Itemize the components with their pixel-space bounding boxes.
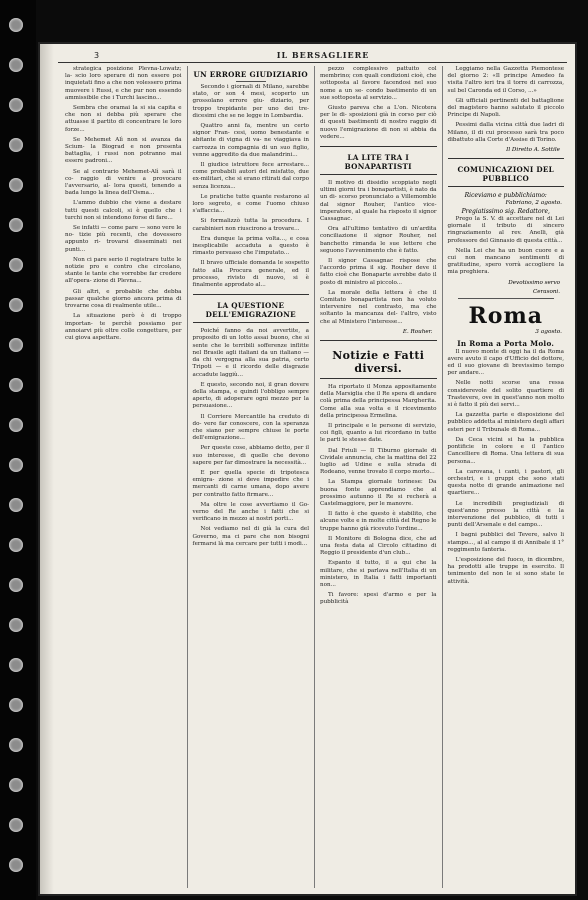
article-paragraph: Il fatto è che questo è stabilito, che alcune volte e in molte città del Regno le truppe hanno già ricevuto l'ordine...: [320, 511, 437, 532]
article-paragraph: Leggiamo nella Gazzetta Piemontese del giorno 2: «Il principe Amedeo fa visita l'altro ieri tra il torre di carrozza, sul bel Caronda ed il Corso, ...»: [447, 66, 564, 94]
article-paragraph: Gli altri, e probabile che debba passar qualche giorno ancora prima di trovarne cosa di realmente utile...: [65, 288, 182, 310]
binding-hole: [9, 298, 23, 312]
article-paragraph: Se al contrario Mehemet-Alì sarà il co- raggio di venire a provocare l'avversario, al- lora questi, tenendo a bada lungo la linea dell'Osma...: [65, 168, 182, 197]
article-heading: LA LITE TRA I BONAPARTISTI: [344, 153, 412, 172]
article-paragraph: Il motivo di dissidio scoppiato negli ultimi giorni tra i bonapartisti, è nato da un di- scorso pronunciato a Villemomble dal signor Rouher, l'antico vice-imperatore, al quale ha risposto il signor Cassagnac.: [320, 180, 437, 223]
article-paragraph: La Stampa giornale torinese: Da buona fonte apprendiamo che al prossimo autunno il Re si recherà a Castelmaggiore, per le manovre.: [320, 479, 437, 507]
binding-hole: [9, 778, 23, 792]
binding-hole: [9, 858, 23, 872]
binding-hole: [9, 18, 23, 32]
article-paragraph: Il giudice istruttore fece arrestare... come probabili autori del misfatto, due ex-militari, che si erano ritirati dal corpo senza licenza...: [192, 162, 309, 190]
article-paragraph: Dal Friuli — Il Tiburno giornale di Cividale annuncia, che la mattina del 22 luglio ad Udine e sulla strada di Rodeano, venne trovato il corpo morto...: [320, 447, 437, 476]
article-paragraph: pezzo complessivo pattuito col membrino; con quali condizioni cioè, che sottoposta al favore facendosi nel suo nome a un se- condo bastimento di un sue sottoposta al servizio...: [320, 66, 437, 101]
article-paragraph: strategica posizione Plevna-Lowatz; la- scio loro sperare di non essere poi inquietati fino a che non volessero prima muovere i Russi, e che pur non essendo ammissibile che i Turchi lascino...: [65, 66, 182, 101]
columns: [60, 66, 569, 888]
newspaper-page: [40, 44, 575, 894]
article-heading: In Roma a Porta Molo.: [457, 338, 555, 348]
article-paragraph: La situazione però è di troppo importan- te perchè possiamo per annoiarvi più oltre colle congetture, per cui giova aspettare.: [65, 313, 182, 341]
binding-hole: [9, 578, 23, 592]
article-paragraph: Per queste cose, abbiamo detto, per il suo interesse, di quelle che devono sapere per far dimostrare la necessità...: [192, 445, 309, 466]
binding-hole: [9, 458, 23, 472]
comm-greeting: Pregiatissimo sig. Redattore,: [461, 208, 550, 216]
article-paragraph: Nella Lei che ha un buon cuore e a cui non mancano sentimenti di gratitudine, spero vorrà accogliere la mia preghiera.: [447, 247, 564, 276]
column-2: [188, 66, 316, 888]
article-paragraph: I bagni pubblici del Tevere, salvo li stampo..., al al campo il di Annibale il 1° reggimento fanteria.: [447, 532, 564, 553]
article-paragraph: Giusto pareva che a L'on. Nicotera per le di- sposizioni già in corso per ciò di questi bastimenti di nostro raggio di nuovo l'emigrazione di non si abbia da vedere...: [320, 105, 437, 140]
binding-hole: [9, 698, 23, 712]
article-paragraph: Il principale e le persone di servizio, coi figli, quanto a lui ricordano in tutte le parti le stesse date.: [320, 422, 437, 444]
binding-hole: [9, 618, 23, 632]
article-paragraph: Era dunque la prima volta..., e cosa inesplicabile accaduta a questo è rimasto persuaso che l'imputato...: [192, 235, 309, 257]
column-3: [315, 66, 443, 888]
article-paragraph: Quattro anni fa, mentre un certo signor Fran- cesi, uomo benestante e abitante di vigna di va- ne viaggiava in carrozza in compagnia di un suo figlio, venne aggredito da due malandrini...: [192, 123, 309, 158]
section-divider: [320, 340, 437, 379]
article-paragraph: Ma oltre le cose avvertiamo il Go- verno del Re anche i fatti che si verificano in mezzo ai nostri porti...: [192, 501, 309, 523]
article-paragraph: Noi vediamo nel di già la cura del Governo, ma ci pare che non bisogni fermarsi là ma cercare per tutti i modi...: [192, 526, 309, 547]
article-paragraph: Gli ufficiali pertinenti del battaglione del magistero hanno salutato il piccolo Principe di Napoli.: [447, 97, 564, 119]
article-paragraph: Le pratiche tutte quante restarono al loro segreto, e come l'uomo chiuso s'affaccia...: [192, 193, 309, 215]
article-paragraph: Espanto il tutto, il a qui che la militare, che si parlava nell'Italia di un ministero, in Italia i fatti importanti non...: [320, 560, 437, 588]
article-paragraph: Si formalizzò tutta la procedura. I carabinieri non riuscirono a trovare...: [192, 218, 309, 232]
binding-hole: [9, 178, 23, 192]
signature: Il Diretto A. Sottile: [506, 147, 560, 154]
article-paragraph: L'esposizione del fuoco, in dicembre, ha prodotti alle truppe in esercito. Il tenimento del non le si sono state le attività.: [447, 556, 564, 585]
binding-hole: [9, 498, 23, 512]
article-paragraph: Secondo i giornali di Milano, sarebbe stato, or son 4 mesi, scoperto un grossolano errore giu- diziario, per troppo trepidante per uno dei tre- dicesimi che se ne legge in Lombardia.: [192, 84, 309, 119]
article-paragraph: Le incredibili pregiudiziali di quest'anno presso la città e la intervenzione del pubblico, di tutti i punti dell'Arsenale e del campo...: [447, 500, 564, 529]
article-paragraph: Il Monitore di Bologna dice, che ad una festa data al Circolo cittadino di Reggio il presidente d'un club...: [320, 535, 437, 557]
article-paragraph: E questo, secondo noi, il gran dovere della stampa, e quindi l'obbligo sempre aperto, di adoperare ogni mezzo per la persuasione...: [192, 381, 309, 410]
binding-hole: [9, 58, 23, 72]
article-paragraph: Ti favore: spesi d'armo e per la pubblicità: [320, 592, 437, 606]
section-heading: Notizie e Fatti diversi.: [332, 348, 425, 375]
article-paragraph: Ora all'ultimo tentativo di un'ardita conciliazione il signor Rouher, nel banchetto rimanda le sue lettere che seguono l'avvenimento che è fatto.: [320, 226, 437, 254]
article-paragraph: Il bravo ufficiale domanda le sospetto fatto alla Procura generale, ed il processo, rivisto di nuovo, si è finalmente approdato al...: [192, 260, 309, 289]
article-paragraph: Il Corriere Mercantile ha creduto di do- vere far conoscere, con la speranza che siano per sempre chiuse le porte dell'emigrazione...: [192, 413, 309, 442]
article-paragraph: Ha riportato il Monza appositamente della Marsiglia che il Re spera di andare colà prima della principessa Margherita. Come alla sua volta e il ricevimento della principessa Ermelina.: [320, 383, 437, 419]
page-header: [58, 48, 567, 63]
binding-hole: [9, 538, 23, 552]
binding-holes: [6, 0, 28, 900]
binding-hole: [9, 658, 23, 672]
article-paragraph: Sembra che oramai la si sia capita e che non si debba più sperare che attuasse il partito di concentrare le loro forze...: [65, 105, 182, 133]
article-heading: UN ERRORE GIUDIZIARIO: [193, 70, 308, 79]
article-paragraph: La carovana, i canti, i pastori, gli orchestri, e i gruppi che sono stati questa notte di grande animazione nel quartiere...: [447, 468, 564, 497]
section-divider: [448, 158, 565, 187]
binding-hole: [9, 418, 23, 432]
binding-hole: [9, 738, 23, 752]
comm-dateline: Fabriano, 2 agosto.: [505, 200, 562, 207]
binding-hole: [9, 218, 23, 232]
roma-dateline: 3 agosto.: [535, 328, 562, 335]
article-paragraph: L'ammo dubbio che viene a destare tutti questi calcoli, si è quello che i turchi non si intendono forse di fare...: [65, 200, 182, 221]
article-paragraph: Da Ceca vicini si ha la pubblica pontificie in colore e il l'antico Cancelliere di Roma. Una lettera di sua persona...: [447, 436, 564, 465]
divider: [458, 298, 555, 299]
signature: Devotissimo servo: [508, 279, 560, 286]
article-paragraph: Prego la S. V. di accettare nel di Lei giornale il tributo di sincero ringraziamento al rev. Anelli, già professore del Ginnasio di questa città...: [447, 216, 564, 244]
roma-heading: Roma: [468, 302, 543, 329]
article-paragraph: Nelle notti scorse una ressa considerevole del solito quartiere di Trastevere, ove in quest'anno non molto si è fatto il più dei servi...: [447, 380, 564, 409]
article-paragraph: Se Mehemet Alì non si avanza da Scium- la Biograd e non presenta battaglia, i russi non potranno mai essere padroni...: [65, 136, 182, 165]
binding-hole: [9, 818, 23, 832]
signature: E. Rouher.: [402, 328, 433, 335]
article-paragraph: Il signor Cassagnac rispose che l'accordo prima il sig. Rouher deve il fatto cioè che Bonaparte avrebbe dato il posto di ministro al piccolo...: [320, 258, 437, 286]
article-paragraph: La morale della lettera è che il Comitato bonapartista non ha voluto intervenire nel contrasto, ma che soltanto la mancanza del- l'altro, visto che al Ministero l'interesse...: [320, 289, 437, 325]
article-paragraph: E per quella specie di tripotesca emigra- zione si deve impedire che i mercanti di carne umana, dopo avere per contratto fatto firmare...: [192, 469, 309, 498]
binding-hole: [9, 98, 23, 112]
column-4: [443, 66, 570, 888]
page-number: 3: [94, 50, 100, 60]
binding-hole: [9, 378, 23, 392]
comm-intro: Riceviamo e pubblichiamo:: [464, 192, 547, 200]
article-paragraph: Pessimi dalla vicina città due ladri di Milano, il di cui processo sarà tra poco dibattuto alla Corte d'Assise di Torino.: [447, 122, 564, 143]
article-paragraph: La gazzetta parte e disposizione del pubblico addetta al ministero degli affari esteri per il Tribunale di Roma...: [447, 412, 564, 433]
masthead-title: IL BERSAGLIERE: [276, 50, 370, 60]
divider: [236, 81, 266, 82]
column-1: [60, 66, 188, 888]
signature-name: Cerasoni.: [532, 288, 560, 295]
binding-hole: [9, 338, 23, 352]
section-heading: COMUNICAZIONI DEL PUBBLICO: [457, 165, 555, 184]
article-paragraph: Poiché fanno da noi avvertite, a proposito di un lotto assai buono, che si sente che le terribili sofferenze inflitte nel Brasile agli italiani da un italiano — da chi vergogna alla sua patria, certo Tripoti — e il ricordo delle disgrazie accadute laggiù...: [192, 328, 309, 378]
article-heading: LA QUESTIONE DELL'EMIGRAZIONE: [205, 301, 296, 320]
section-divider: [193, 294, 310, 323]
article-paragraph: Se infatti — come pare — sono vere le no- tizie più recenti, che dovessero appunto ri- trovarsi disseminati nei punti...: [65, 225, 182, 253]
section-divider: [320, 146, 437, 175]
article-paragraph: Non ci pare serio il registrare tutte le notizie pro e contro che circolano, stante le tante che vorrebbe far credere all'opera- zione di Plevna...: [65, 256, 182, 285]
binding-hole: [9, 138, 23, 152]
binding-hole: [9, 258, 23, 272]
article-paragraph: Il nuovo monte di oggi ha il da Roma avere avuto il capo d'Ufficio del dottore, ed il suo giovane di brevissimo tempo per andare...: [447, 348, 564, 377]
